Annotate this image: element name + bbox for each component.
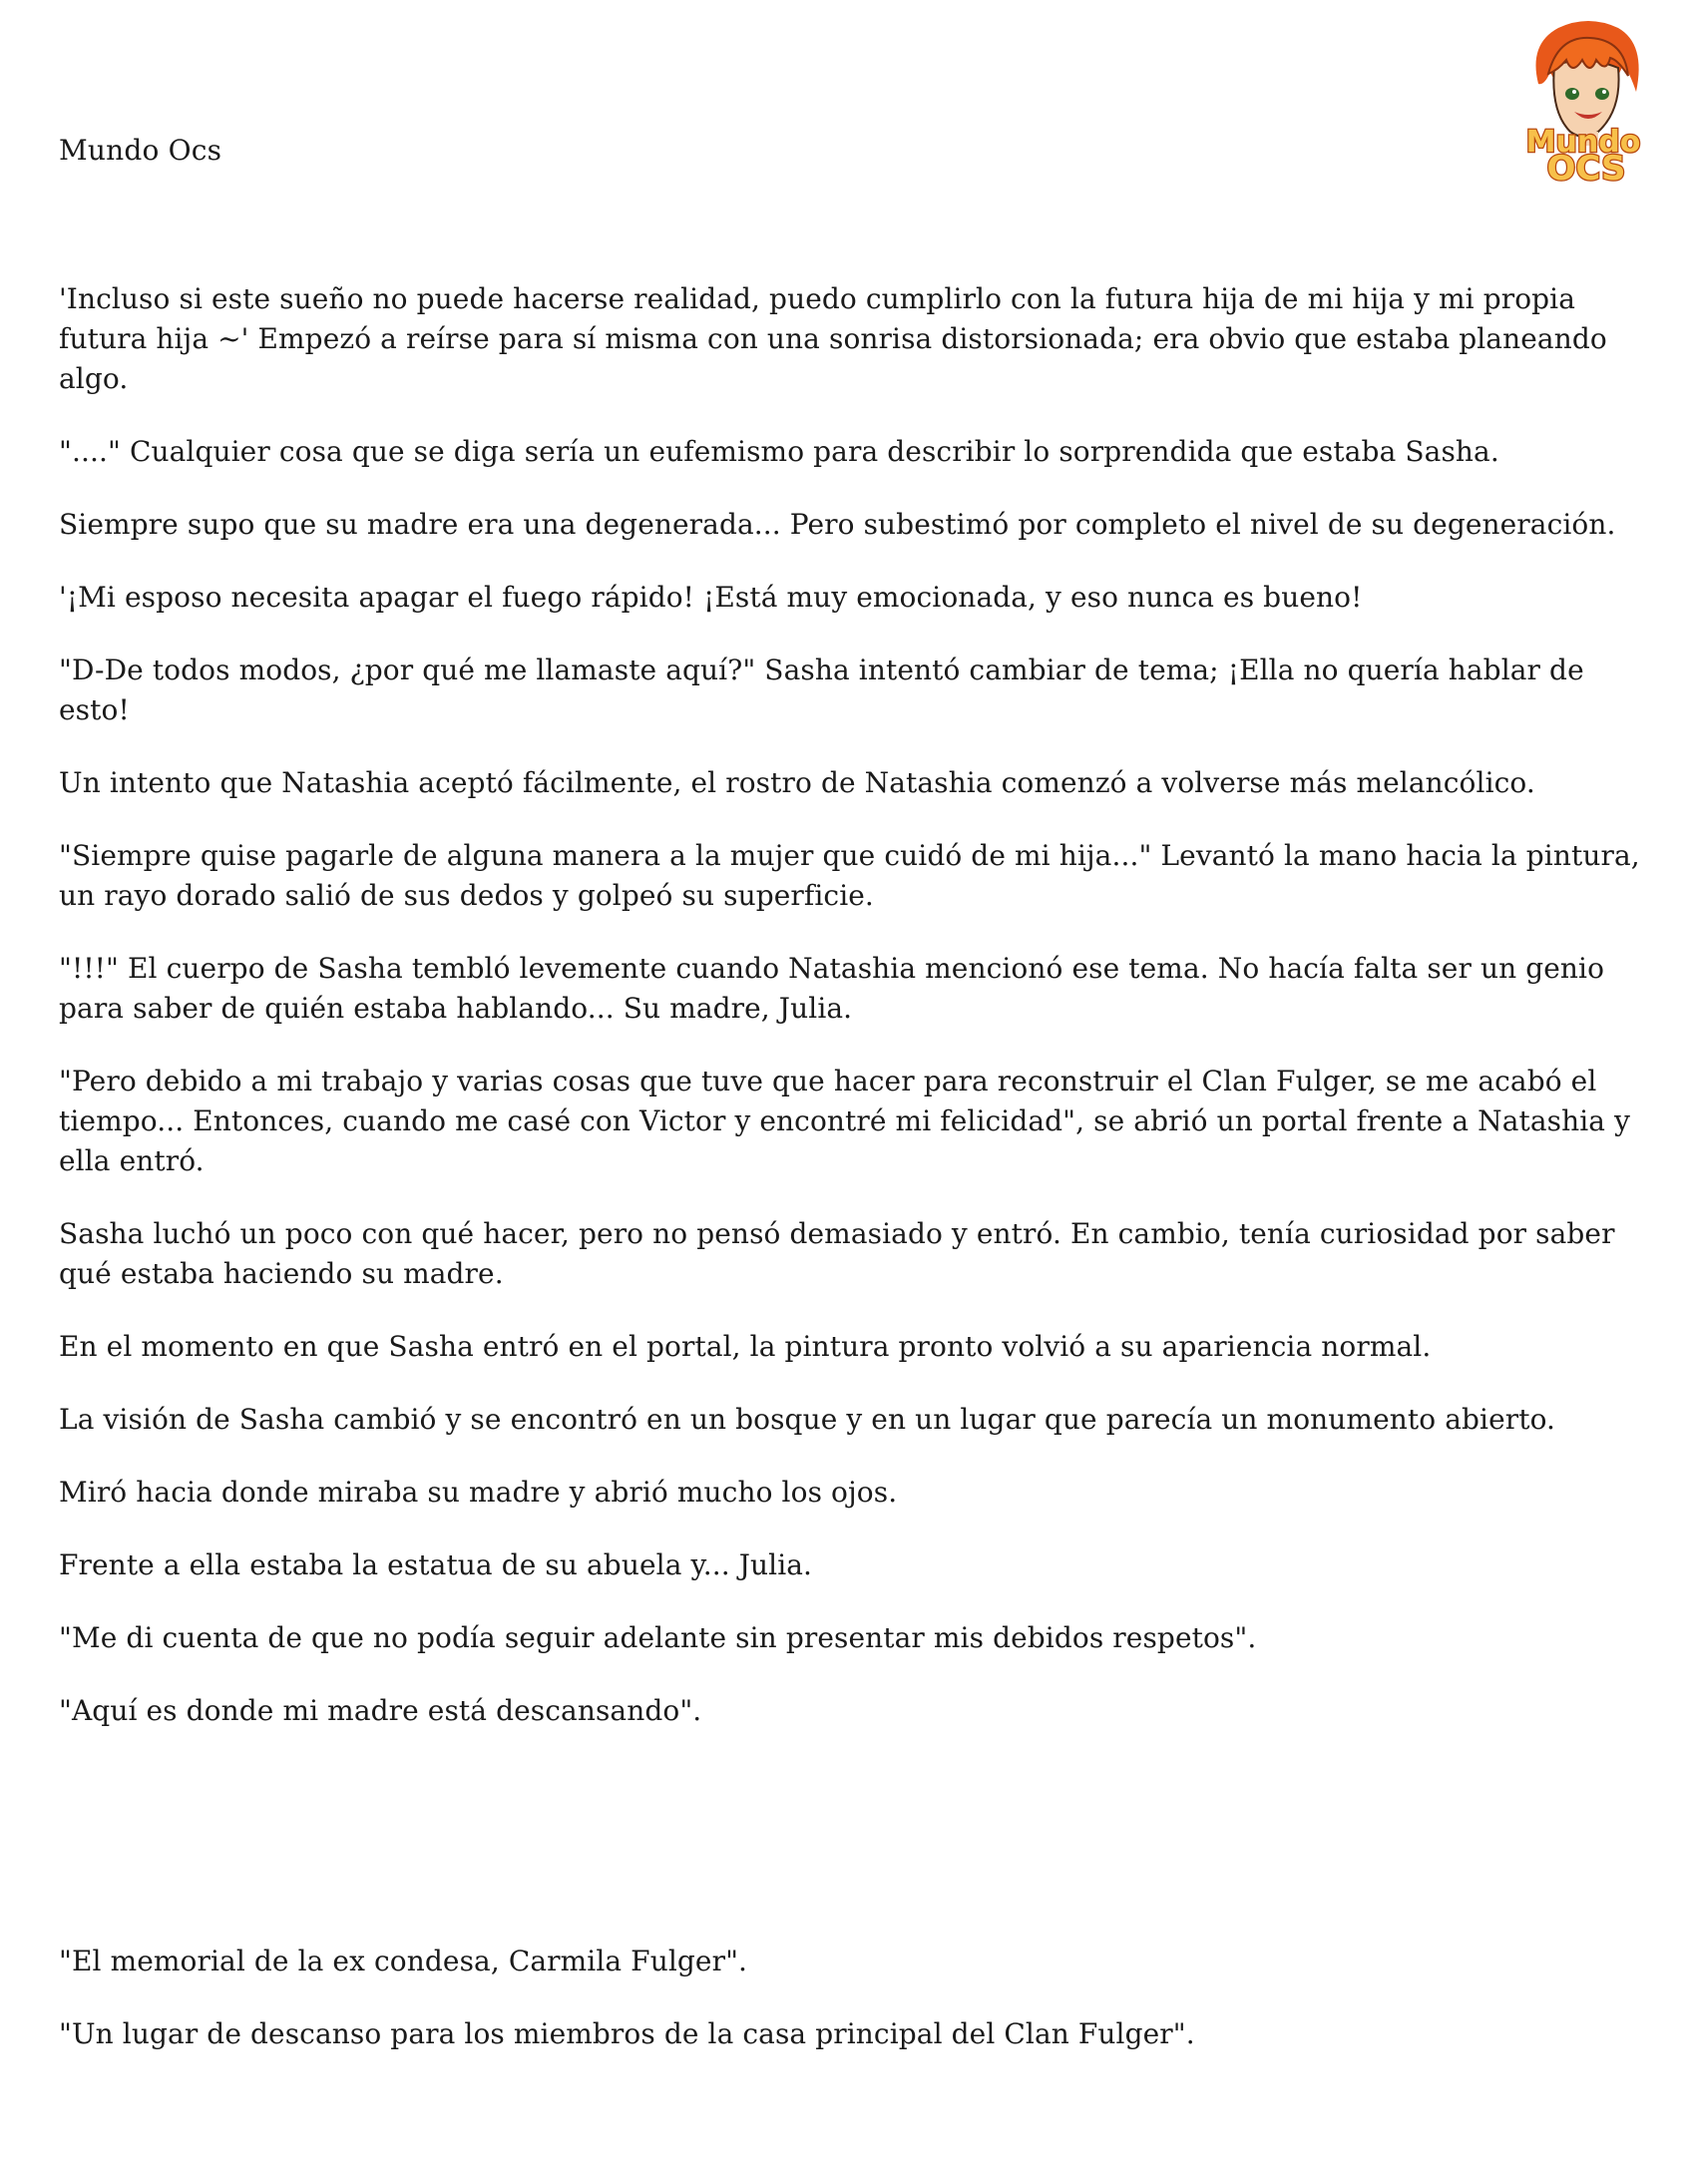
paragraph: En el momento en que Sasha entró en el portal, la pintura pronto volvió a su apariencia normal.	[59, 1330, 1432, 1363]
paragraph: "El memorial de la ex condesa, Carmila Fulger".	[59, 1945, 748, 1977]
paragraph: Sasha luchó un poco con qué hacer, pero no pensó demasiado y entró. En cambio, tenía curiosidad por saber qué estaba haciendo su madre.	[59, 1217, 1615, 1290]
paragraph: "D-De todos modos, ¿por qué me llamaste aquí?" Sasha intentó cambiar de tema; ¡Ella no quería hablar de esto!	[59, 654, 1584, 726]
paragraph: "Pero debido a mi trabajo y varias cosas que tuve que hacer para reconstruir el Clan Fulger, se me acabó el tiempo... Entonces, cuando me casé con Victor y encontré mi felicidad", se abrió un portal frente a Natashia y ella entró.	[59, 1065, 1631, 1177]
paragraph: "Siempre quise pagarle de alguna manera a la mujer que cuidó de mi hija..." Levantó la mano hacia la pintura, un rayo dorado salió de sus dedos y golpeó su superficie.	[59, 839, 1640, 912]
paragraph: '¡Mi esposo necesita apagar el fuego rápido! ¡Está muy emocionada, y eso nunca es bueno!	[59, 581, 1363, 614]
section-spacer	[59, 1764, 1655, 1942]
paragraph: "Un lugar de descanso para los miembros de la casa principal del Clan Fulger".	[59, 2017, 1195, 2050]
paragraph: 'Incluso si este sueño no puede hacerse realidad, puedo cumplirlo con la futura hija de mi hija y mi propia futura hija ~' Empezó a reírse para sí misma con una sonrisa distorsionada; era obvio que estaba planeando algo.	[59, 282, 1607, 395]
site-name: Mundo Ocs	[59, 134, 222, 167]
document-body	[59, 279, 1655, 2087]
paragraph: Miró hacia donde miraba su madre y abrió mucho los ojos.	[59, 1476, 898, 1509]
paragraph: Un intento que Natashia aceptó fácilmente, el rostro de Natashia comenzó a volverse más melancólico.	[59, 766, 1535, 799]
anime-character-logo-icon	[1498, 14, 1668, 186]
paragraph: Frente a ella estaba la estatua de su abuela y... Julia.	[59, 1548, 813, 1581]
paragraph: "Me di cuenta de que no podía seguir adelante sin presentar mis debidos respetos".	[59, 1621, 1257, 1654]
paragraph: "!!!" El cuerpo de Sasha tembló levemente cuando Natashia mencionó ese tema. No hacía falta ser un genio para saber de quién estaba hablando... Su madre, Julia.	[59, 952, 1605, 1025]
paragraph: Siempre supo que su madre era una degenerada... Pero subestimó por completo el nivel de su degeneración.	[59, 508, 1616, 541]
logo-text-top: Mundo	[1525, 125, 1641, 160]
paragraph: "Aquí es donde mi madre está descansando".	[59, 1694, 702, 1727]
paragraph: "...." Cualquier cosa que se diga sería un eufemismo para describir lo sorprendida que estaba Sasha.	[59, 435, 1499, 468]
paragraph: La visión de Sasha cambió y se encontró en un bosque y en un lugar que parecía un monumento abierto.	[59, 1403, 1556, 1436]
logo-text-bottom: OCS	[1546, 149, 1626, 186]
